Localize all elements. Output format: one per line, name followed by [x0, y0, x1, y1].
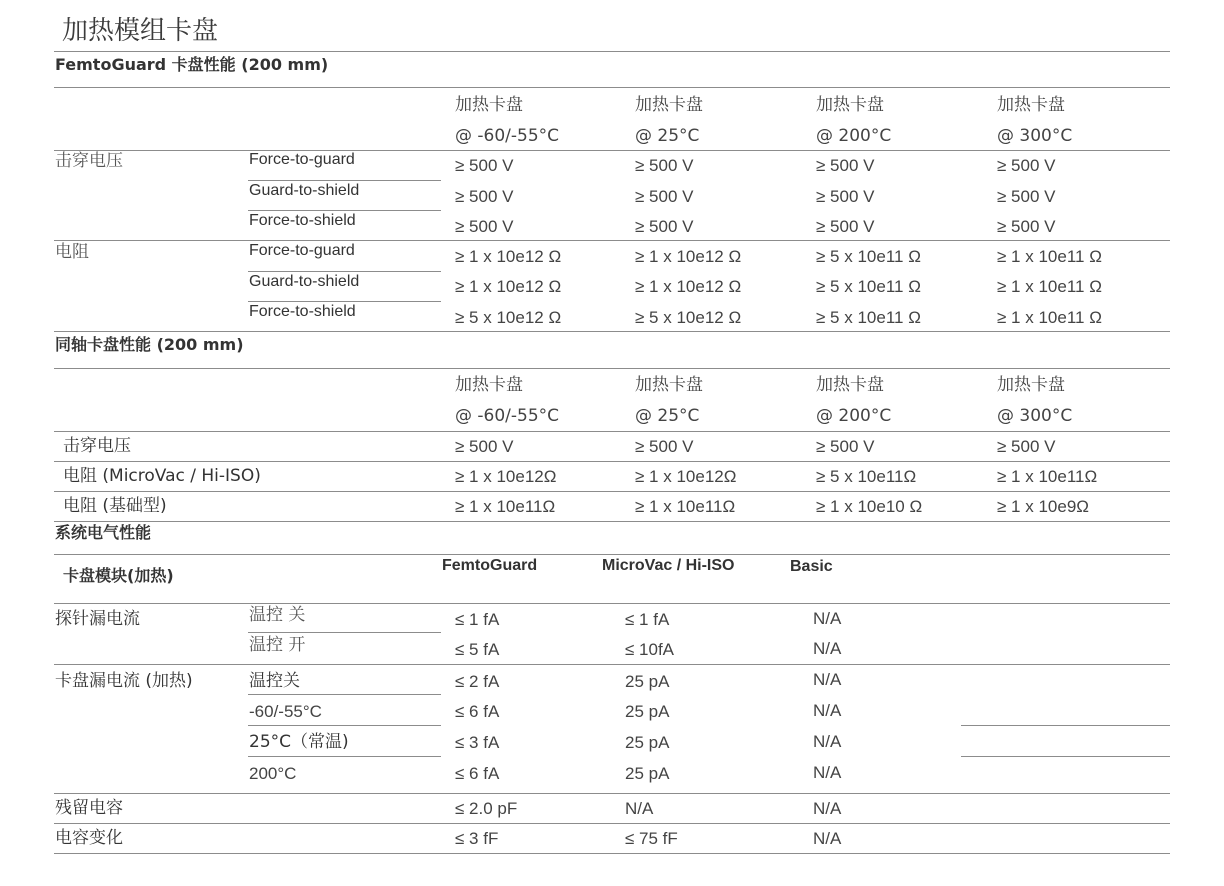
fg-res-r1-c4: ≥ 1 x 10e11 Ω — [997, 247, 1102, 266]
cl-r4-c2: 25 pA — [625, 764, 670, 783]
coax-col2-header: 加热卡盘 — [635, 375, 703, 395]
divider — [54, 368, 1170, 369]
divider — [54, 793, 1170, 794]
coax-r1-c4: ≥ 500 V — [997, 437, 1056, 456]
fg-res-sub-1: Force-to-guard — [249, 242, 355, 259]
cc-c2: ≤ 75 fF — [625, 829, 678, 848]
probe-leak-sub-2: 温控 开 — [249, 635, 306, 655]
divider — [54, 664, 1170, 665]
cap-change-label: 电容变化 — [55, 828, 123, 848]
pl-r2-c2: ≤ 10fA — [625, 640, 675, 659]
page-title: 加热模组卡盘 — [62, 16, 219, 46]
coax-col2-temp: @ 25°C — [635, 406, 700, 426]
fg-res-r2-c3: ≥ 5 x 10e11 Ω — [816, 277, 921, 296]
fg-col1-header: 加热卡盘 — [455, 95, 523, 115]
fg-bd-sub-1: Force-to-guard — [249, 151, 355, 168]
divider — [54, 823, 1170, 824]
fg-res-r3-c1: ≥ 5 x 10e12 Ω — [455, 308, 562, 327]
coax-r1-c1: ≥ 500 V — [455, 437, 514, 456]
divider — [248, 694, 441, 695]
divider — [248, 180, 441, 181]
coax-row1-label: 击穿电压 — [63, 436, 131, 456]
cl-r2-c1: ≤ 6 fA — [455, 702, 500, 721]
fg-bd-r1-c1: ≥ 500 V — [455, 156, 514, 175]
divider — [54, 331, 1170, 332]
fg-resistance-label: 电阻 — [55, 242, 89, 262]
fg-res-r2-c1: ≥ 1 x 10e12 Ω — [455, 277, 562, 296]
cc-c3: N/A — [813, 829, 842, 848]
cc-c1: ≤ 3 fF — [455, 829, 499, 848]
cl-r4-c1: ≤ 6 fA — [455, 764, 500, 783]
fg-res-r3-c3: ≥ 5 x 10e11 Ω — [816, 308, 921, 327]
fg-bd-sub-2: Guard-to-shield — [249, 182, 360, 199]
divider — [54, 461, 1170, 462]
chuck-leak-sub-4: 200°C — [249, 764, 297, 783]
fg-bd-r3-c2: ≥ 500 V — [635, 217, 694, 236]
divider — [248, 271, 441, 272]
cl-r2-c2: 25 pA — [625, 702, 670, 721]
fg-res-r2-c2: ≥ 1 x 10e12 Ω — [635, 277, 742, 296]
fg-col2-header: 加热卡盘 — [635, 95, 703, 115]
pl-r2-c1: ≤ 5 fA — [455, 640, 500, 659]
coax-r1-c3: ≥ 500 V — [816, 437, 875, 456]
divider — [961, 725, 1170, 726]
cl-r1-c1: ≤ 2 fA — [455, 672, 500, 691]
chuck-leak-sub-2: -60/-55°C — [249, 702, 322, 721]
residual-cap-label: 残留电容 — [55, 798, 123, 818]
fg-res-r1-c3: ≥ 5 x 10e11 Ω — [816, 247, 921, 266]
divider — [54, 431, 1170, 432]
cl-r4-c3: N/A — [813, 763, 842, 782]
divider — [54, 603, 1170, 604]
system-section-title: 系统电气性能 — [55, 523, 152, 542]
coax-r3-c4: ≥ 1 x 10e9Ω — [997, 497, 1089, 516]
divider — [54, 554, 1170, 555]
fg-bd-sub-3: Force-to-shield — [249, 212, 356, 229]
divider — [248, 301, 441, 302]
divider — [54, 87, 1170, 88]
coax-col3-header: 加热卡盘 — [816, 375, 884, 395]
cl-r1-c2: 25 pA — [625, 672, 670, 691]
fg-res-sub-3: Force-to-shield — [249, 303, 356, 320]
fg-res-r3-c4: ≥ 1 x 10e11 Ω — [997, 308, 1102, 327]
coax-col1-temp: @ -60/-55°C — [455, 406, 560, 426]
fg-bd-r3-c4: ≥ 500 V — [997, 217, 1056, 236]
col-basic: Basic — [790, 558, 833, 575]
coax-col1-header: 加热卡盘 — [455, 375, 523, 395]
cl-r3-c3: N/A — [813, 732, 842, 751]
rc-c3: N/A — [813, 799, 842, 818]
coax-row3-label: 电阻 (基础型) — [63, 496, 167, 516]
coax-col4-temp: @ 300°C — [997, 406, 1073, 426]
divider — [248, 725, 441, 726]
rc-c1: ≤ 2.0 pF — [455, 799, 518, 818]
pl-r2-c3: N/A — [813, 639, 842, 658]
pl-r1-c2: ≤ 1 fA — [625, 610, 670, 629]
pl-r1-c1: ≤ 1 fA — [455, 610, 500, 629]
divider — [54, 150, 1170, 151]
cl-r2-c3: N/A — [813, 701, 842, 720]
divider — [54, 853, 1170, 854]
coax-col4-header: 加热卡盘 — [997, 375, 1065, 395]
chuck-module-label: 卡盘模块(加热) — [63, 566, 174, 585]
fg-col3-header: 加热卡盘 — [816, 95, 884, 115]
coax-row2-label: 电阻 (MicroVac / Hi-ISO) — [63, 466, 261, 486]
chuck-leak-label: 卡盘漏电流 (加热) — [55, 671, 193, 691]
probe-leak-label: 探针漏电流 — [55, 609, 140, 629]
divider — [961, 756, 1170, 757]
femtoguard-section-title: FemtoGuard 卡盘性能 (200 mm) — [55, 55, 329, 74]
coax-r2-c4: ≥ 1 x 10e11Ω — [997, 467, 1098, 486]
probe-leak-sub-1: 温控 关 — [249, 605, 306, 625]
fg-col3-temp: @ 200°C — [816, 126, 892, 146]
fg-bd-r3-c3: ≥ 500 V — [816, 217, 875, 236]
fg-col2-temp: @ 25°C — [635, 126, 700, 146]
coax-r2-c3: ≥ 5 x 10e11Ω — [816, 467, 917, 486]
col-microvac: MicroVac / Hi-ISO — [602, 557, 735, 574]
pl-r1-c3: N/A — [813, 609, 842, 628]
coax-r2-c2: ≥ 1 x 10e12Ω — [635, 467, 737, 486]
col-femtoguard: FemtoGuard — [442, 557, 538, 574]
rc-c2: N/A — [625, 799, 654, 818]
coax-r3-c1: ≥ 1 x 10e11Ω — [455, 497, 556, 516]
chuck-leak-sub-1: 温控关 — [249, 671, 300, 691]
fg-bd-r2-c4: ≥ 500 V — [997, 187, 1056, 206]
fg-res-r1-c2: ≥ 1 x 10e12 Ω — [635, 247, 742, 266]
fg-bd-r2-c1: ≥ 500 V — [455, 187, 514, 206]
divider — [54, 51, 1170, 52]
divider — [54, 521, 1170, 522]
divider — [248, 632, 441, 633]
coax-r2-c1: ≥ 1 x 10e12Ω — [455, 467, 557, 486]
cl-r3-c1: ≤ 3 fA — [455, 733, 500, 752]
fg-bd-r1-c3: ≥ 500 V — [816, 156, 875, 175]
fg-bd-r2-c2: ≥ 500 V — [635, 187, 694, 206]
coax-r3-c3: ≥ 1 x 10e10 Ω — [816, 497, 923, 516]
divider — [248, 210, 441, 211]
cl-r3-c2: 25 pA — [625, 733, 670, 752]
fg-col1-temp: @ -60/-55°C — [455, 126, 560, 146]
divider — [248, 756, 441, 757]
fg-col4-header: 加热卡盘 — [997, 95, 1065, 115]
fg-res-r1-c1: ≥ 1 x 10e12 Ω — [455, 247, 562, 266]
fg-breakdown-label: 击穿电压 — [55, 151, 123, 171]
divider — [54, 240, 1170, 241]
fg-col4-temp: @ 300°C — [997, 126, 1073, 146]
coax-r3-c2: ≥ 1 x 10e11Ω — [635, 497, 736, 516]
fg-bd-r1-c4: ≥ 500 V — [997, 156, 1056, 175]
fg-res-r2-c4: ≥ 1 x 10e11 Ω — [997, 277, 1102, 296]
chuck-leak-sub-3: 25°C（常温) — [249, 732, 349, 752]
fg-res-r3-c2: ≥ 5 x 10e12 Ω — [635, 308, 742, 327]
fg-bd-r1-c2: ≥ 500 V — [635, 156, 694, 175]
cl-r1-c3: N/A — [813, 670, 842, 689]
coax-section-title: 同轴卡盘性能 (200 mm) — [55, 335, 244, 354]
fg-res-sub-2: Guard-to-shield — [249, 273, 360, 290]
fg-bd-r2-c3: ≥ 500 V — [816, 187, 875, 206]
divider — [54, 491, 1170, 492]
coax-col3-temp: @ 200°C — [816, 406, 892, 426]
coax-r1-c2: ≥ 500 V — [635, 437, 694, 456]
fg-bd-r3-c1: ≥ 500 V — [455, 217, 514, 236]
